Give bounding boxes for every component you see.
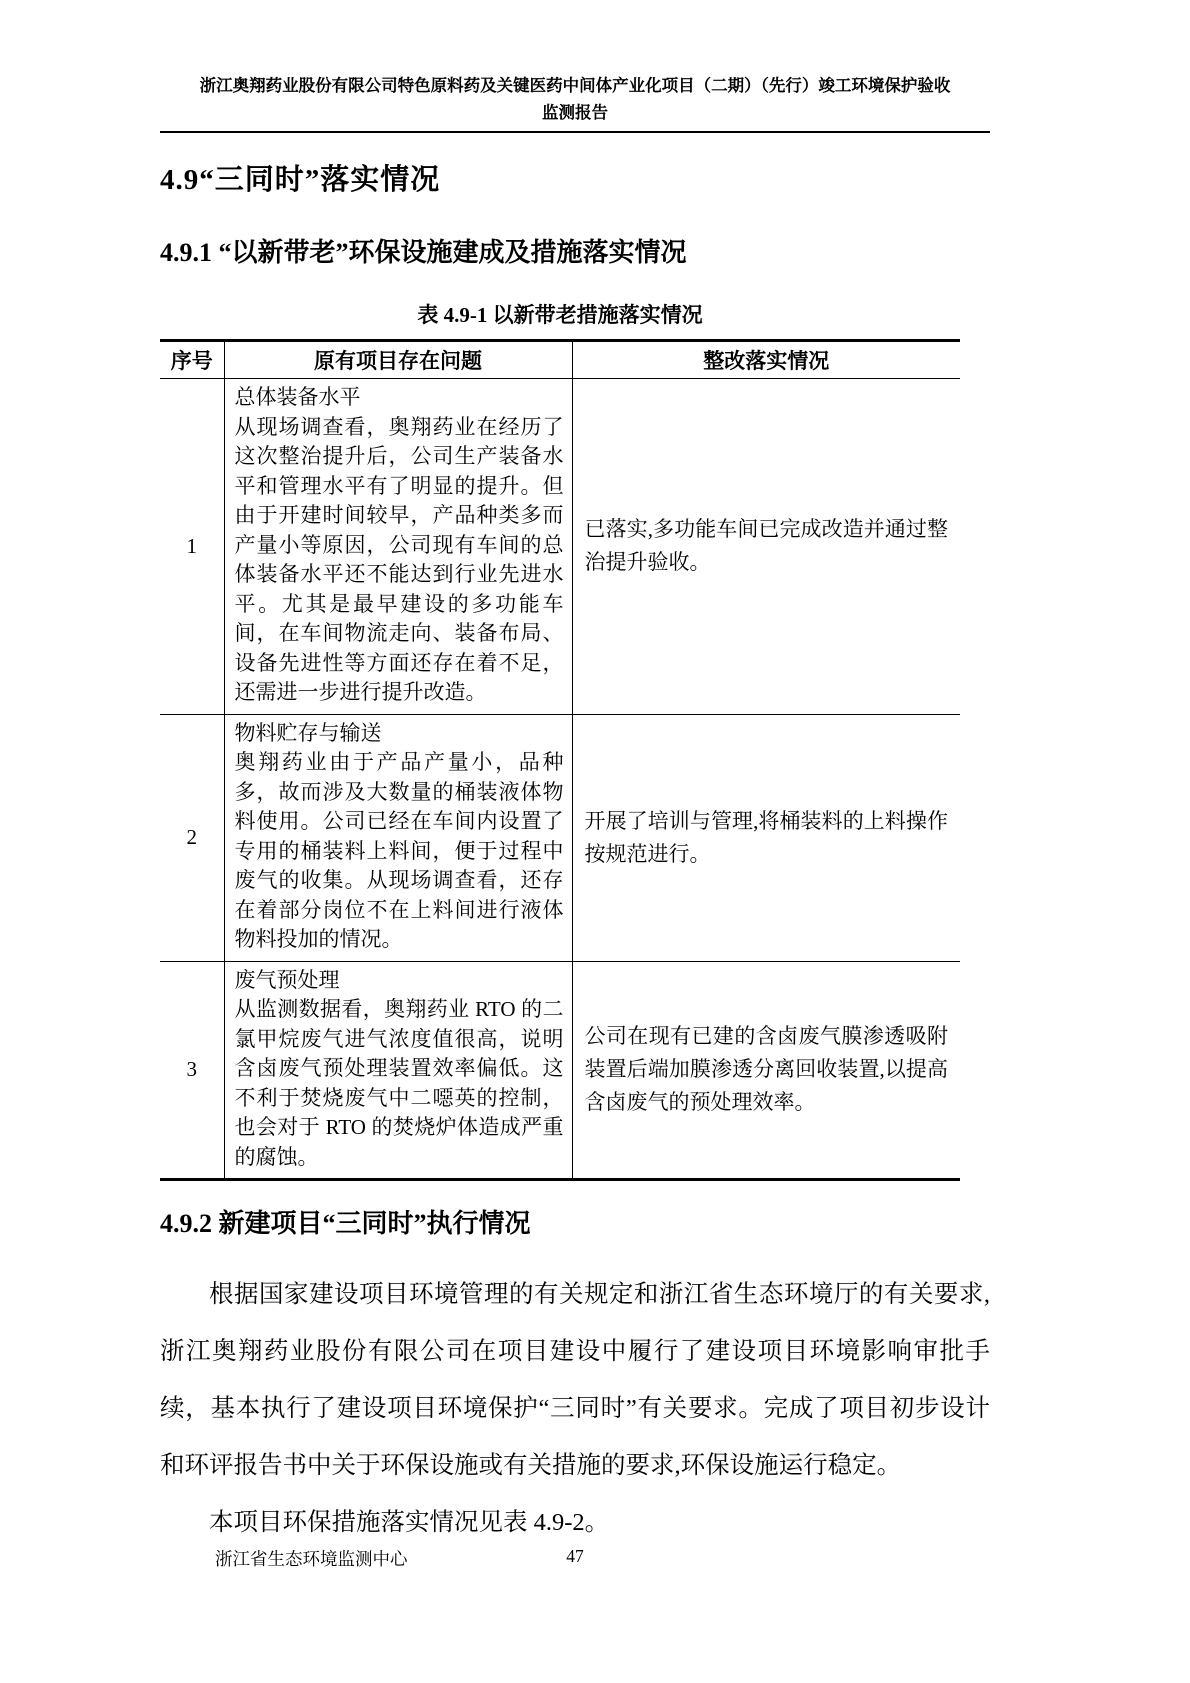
column-header-problem: 原有项目存在问题 — [224, 341, 572, 379]
section-title-4-9-2: 4.9.2 新建项目“三同时”执行情况 — [160, 1209, 531, 1238]
problem-title: 总体装备水平 — [234, 385, 361, 409]
problem-cell — [224, 961, 572, 1180]
footer-organization: 浙江省生态环境监测中心 — [215, 1549, 408, 1569]
page-number: 47 — [566, 1546, 584, 1566]
header-title-line1: 浙江奥翔药业股份有限公司特色原料药及关键医药中间体产业化项目（二期）（先行）竣工环境保护验收 — [199, 76, 951, 95]
problem-body: 从现场调查看，奥翔药业在经历了这次整治提升后，公司生产装备水平和管理水平有了明显的提升。但由于开建时间较早，产品种类多而产量小等原因，公司现有车间的总体装备水平还不能达到行业先进水平。尤其是最早建设的多功能车间，在车间物流走向、装备布局、设备先进性等方面还存在着不足，还需进一步进行提升改造。 — [234, 414, 564, 704]
table-row — [160, 961, 960, 1180]
problem-body: 从监测数据看，奥翔药业 RTO 的二氯甲烷废气进气浓度值很高，说明含卤废气预处理装置效率偏低。这不利于焚烧废气中二噁英的控制，也会对于 RTO 的焚烧炉体造成严重的腐蚀。 — [234, 997, 564, 1169]
section-title-4-9: 4.9“三同时”落实情况 — [160, 164, 441, 196]
row-number-cell: 3 — [160, 961, 224, 1180]
problem-cell — [224, 714, 572, 961]
measures-table — [160, 339, 960, 1181]
problem-body: 奥翔药业由于产品产量小，品种多，故而涉及大数量的桶装液体物料使用。公司已经在车间内设置了专用的桶装料上料间，便于过程中废气的收集。从现场调查看，还存在着部分岗位不在上料间进行液体物料投加的情况。 — [234, 750, 564, 951]
table-row — [160, 379, 960, 715]
header-title-line2: 监测报告 — [542, 103, 608, 122]
column-header-no: 序号 — [160, 341, 224, 379]
resolution-cell: 已落实,多功能车间已完成改造并通过整治提升验收。 — [572, 379, 960, 715]
column-header-resolution: 整改落实情况 — [572, 341, 960, 379]
row-number-cell: 2 — [160, 714, 224, 961]
table-caption: 表 4.9-1 以新带老措施落实情况 — [417, 303, 703, 327]
table-row — [160, 714, 960, 961]
header-rule — [160, 131, 990, 133]
section-title-4-9-1: 4.9.1 “以新带老”环保设施建成及措施落实情况 — [160, 238, 687, 267]
resolution-cell: 公司在现有已建的含卤废气膜渗透吸附装置后端加膜渗透分离回收装置,以提高含卤废气的预处理效率。 — [572, 961, 960, 1180]
resolution-cell: 开展了培训与管理,将桶装料的上料操作按规范进行。 — [572, 714, 960, 961]
body-paragraph: 本项目环保措施落实情况见表 4.9-2。 — [209, 1509, 610, 1536]
page-header — [160, 0, 990, 133]
problem-title: 物料贮存与输送 — [234, 720, 382, 745]
page-footer — [160, 1546, 990, 1572]
problem-title: 废气预处理 — [234, 967, 340, 992]
table-header-row — [160, 341, 960, 379]
problem-cell — [224, 379, 572, 715]
body-paragraph: 根据国家建设项目环境管理的有关规定和浙江省生态环境厅的有关要求,浙江奥翔药业股份有限公司在项目建设中履行了建设项目环境影响审批手续，基本执行了建设项目环境保护“三同时”有关要求。完成了项目初步设计和环评报告书中关于环保设施或有关措施的要求,环保设施运行稳定。 — [160, 1281, 990, 1479]
row-number-cell: 1 — [160, 379, 224, 715]
